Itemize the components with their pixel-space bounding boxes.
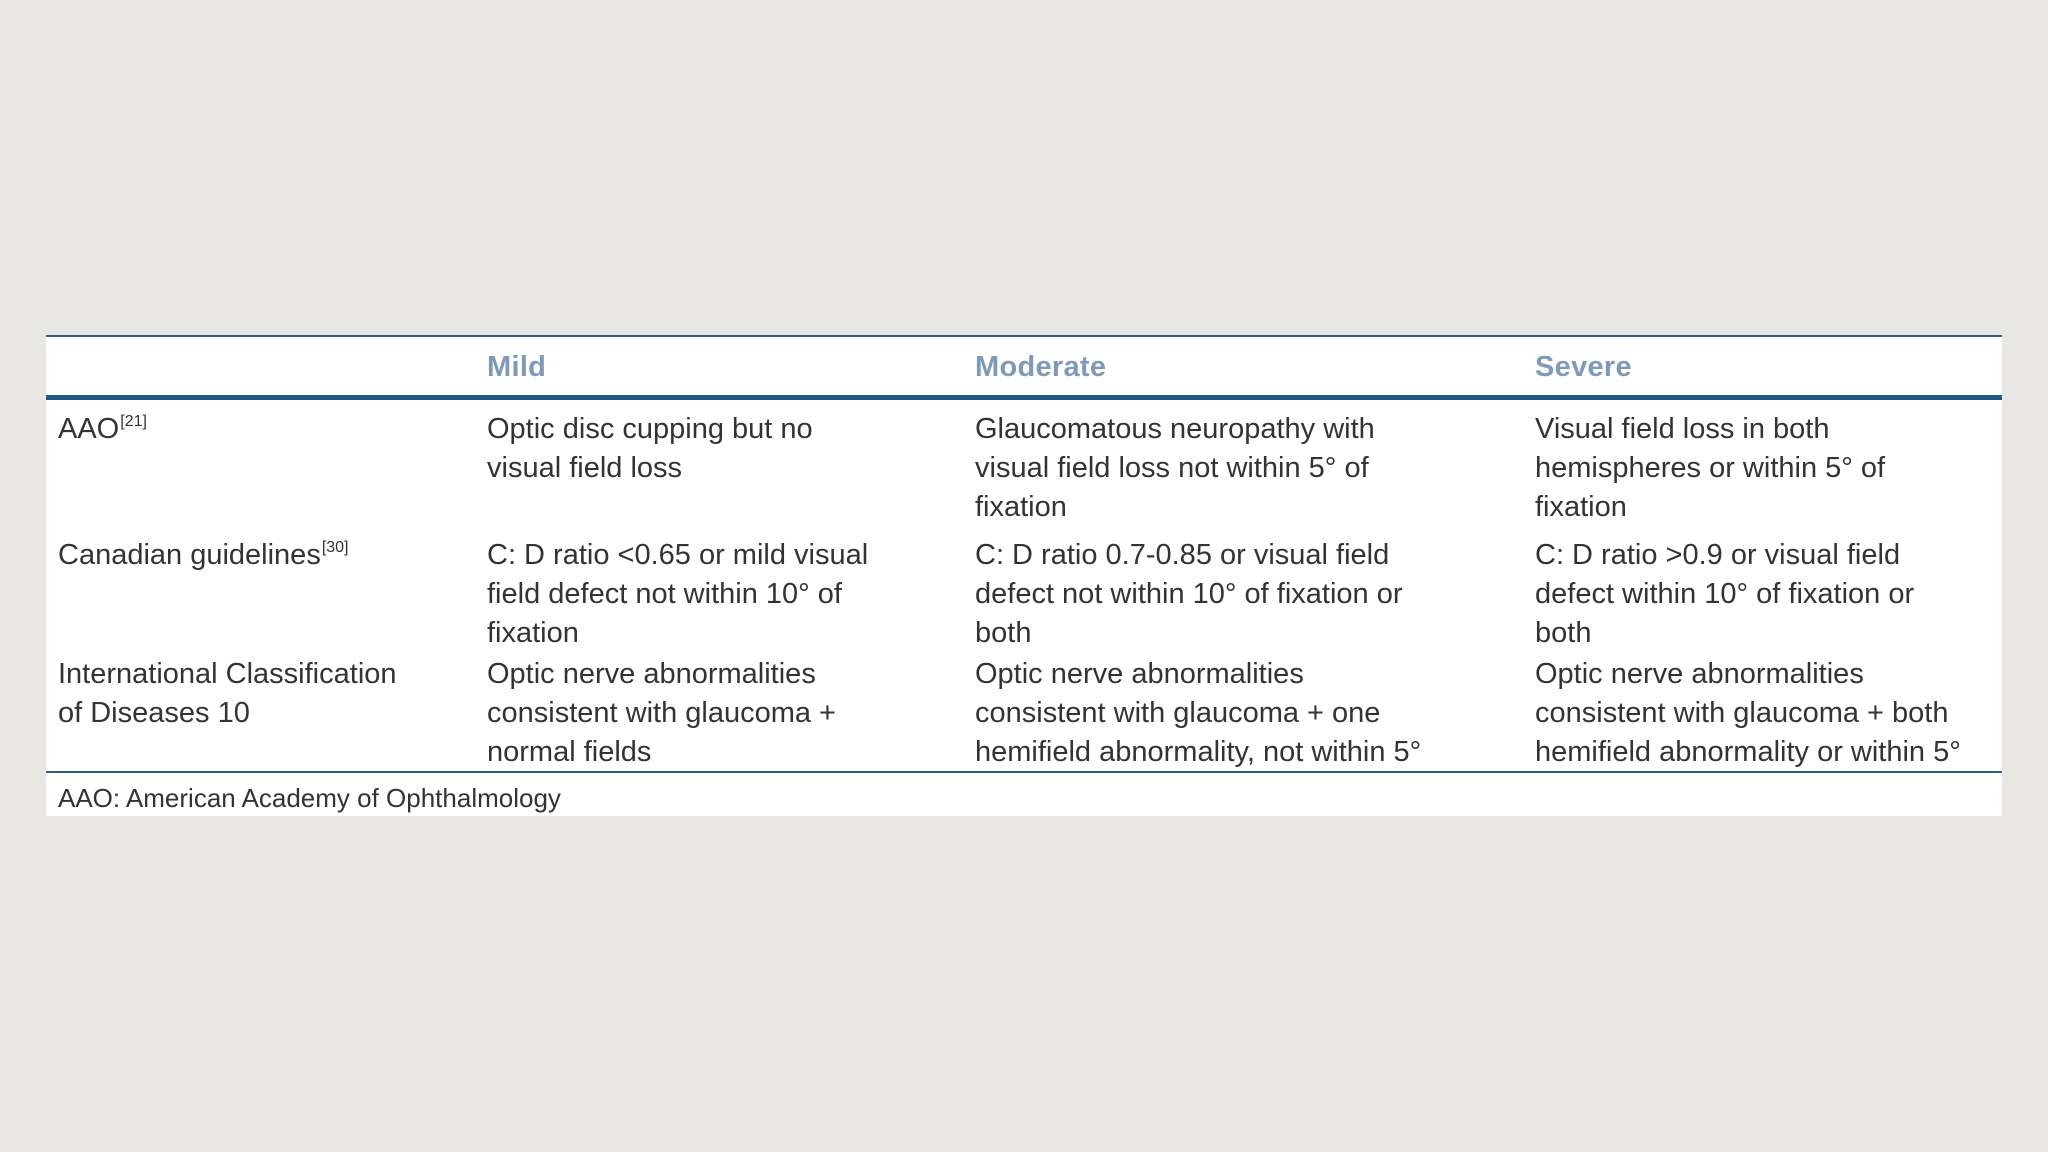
header-rule: [46, 395, 2002, 400]
cell-canadian-mild: C: D ratio <0.65 or mild visual field defect not within 10° of fixation: [487, 539, 869, 649]
cell-icd10-moderate: Optic nerve abnormalities consistent with glaucoma + one hemifield abnormality, not within 5°: [975, 658, 1422, 768]
row-label-aao: AAO[21]: [58, 413, 147, 445]
reference-30: [30]: [321, 539, 349, 556]
cell-aao-mild: Optic disc cupping but no visual field loss: [487, 413, 813, 484]
table-top-rule: [46, 335, 2002, 337]
header-mild: Mild: [487, 351, 547, 383]
cell-aao-severe: Visual field loss in both hemispheres or within 5° of fixation: [1535, 413, 1886, 523]
row-label-icd10: International Classification of Diseases 10: [58, 658, 397, 729]
cell-aao-moderate: Glaucomatous neuropathy with visual field loss not within 5° of fixation: [975, 413, 1375, 523]
row-label-canadian: Canadian guidelines[30]: [58, 539, 349, 571]
cell-canadian-moderate: C: D ratio 0.7-0.85 or visual field defect not within 10° of fixation or both: [975, 539, 1403, 649]
reference-21: [21]: [120, 413, 147, 430]
cell-icd10-severe: Optic nerve abnormalities consistent with glaucoma + both hemifield abnormality or within 5°: [1535, 658, 1961, 768]
table-footnote: AAO: American Academy of Ophthalmology: [58, 783, 561, 813]
cell-canadian-severe: C: D ratio >0.9 or visual field defect within 10° of fixation or both: [1535, 539, 1915, 649]
header-severe: Severe: [1535, 351, 1632, 383]
header-moderate: Moderate: [975, 351, 1107, 383]
table-bottom-rule: [46, 771, 2002, 773]
classification-table: [46, 335, 2002, 816]
cell-icd10-mild: Optic nerve abnormalities consistent with glaucoma + normal fields: [487, 658, 836, 768]
